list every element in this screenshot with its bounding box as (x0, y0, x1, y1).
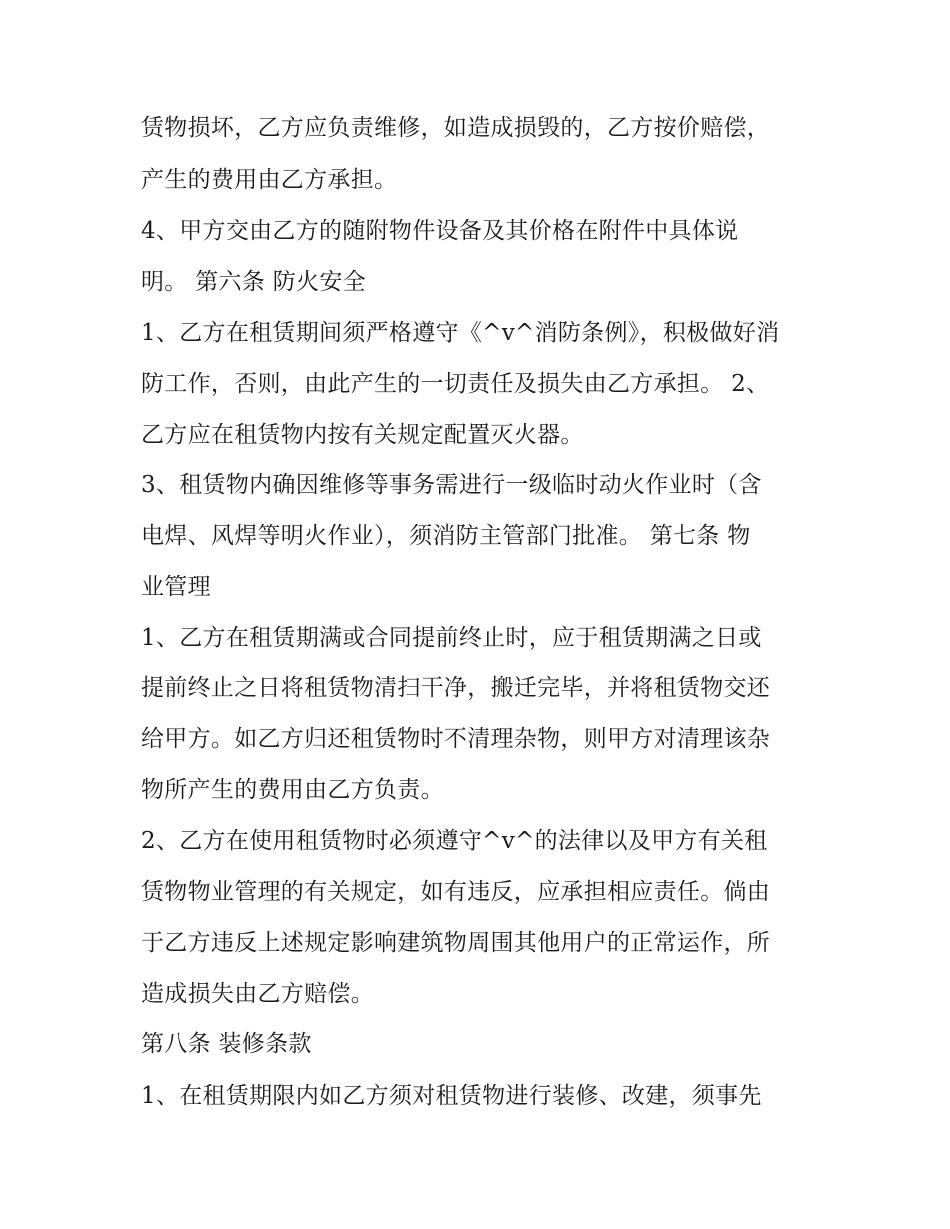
text-line: 业管理 (141, 574, 211, 600)
text-line: 提前终止之日将租赁物清扫干净，搬迁完毕，并将租赁物交还 (141, 675, 771, 701)
text-line: 3、租赁物内确因维修等事务需进行一级临时动火作业时（含 (141, 472, 762, 498)
text-line: 2、乙方在使用租赁物时必须遵守^v^的法律以及甲方有关租 (141, 828, 768, 854)
text-line: 产生的费用由乙方承担。 (141, 167, 398, 193)
text-line: 于乙方违反上述规定影响建筑物周围其他用户的正常运作，所 (141, 930, 771, 956)
text-line: 给甲方。如乙方归还租赁物时不清理杂物，则甲方对清理该杂 (141, 726, 771, 752)
text-line: 赁物损坏，乙方应负责维修，如造成损毁的，乙方按价赔偿， (141, 115, 771, 141)
text-line: 赁物物业管理的有关规定，如有违反，应承担相应责任。倘由 (141, 879, 771, 905)
text-line: 4、甲方交由乙方的随附物件设备及其价格在附件中具体说 (141, 218, 739, 244)
text-line: 造成损失由乙方赔偿。 (141, 981, 374, 1007)
text-line: 乙方应在租赁物内按有关规定配置灭火器。 (141, 422, 584, 448)
text-line: 物所产生的费用由乙方负责。 (141, 777, 444, 803)
section-heading: 第八条 装修条款 (141, 1031, 312, 1057)
text-line: 1、在租赁期限内如乙方须对租赁物进行装修、改建，须事先 (141, 1083, 762, 1109)
text-line: 电焊、风焊等明火作业），须消防主管部门批准。 第七条 物 (141, 523, 751, 549)
text-line: 明。 第六条 防火安全 (141, 269, 366, 295)
text-line: 1、乙方在租赁期满或合同提前终止时，应于租赁期满之日或 (141, 625, 762, 651)
text-line: 1、乙方在租赁期间须严格遵守《^v^消防条例》，积极做好消 (141, 320, 780, 346)
text-line: 防工作，否则，由此产生的一切责任及损失由乙方承担。 2、 (141, 371, 770, 397)
